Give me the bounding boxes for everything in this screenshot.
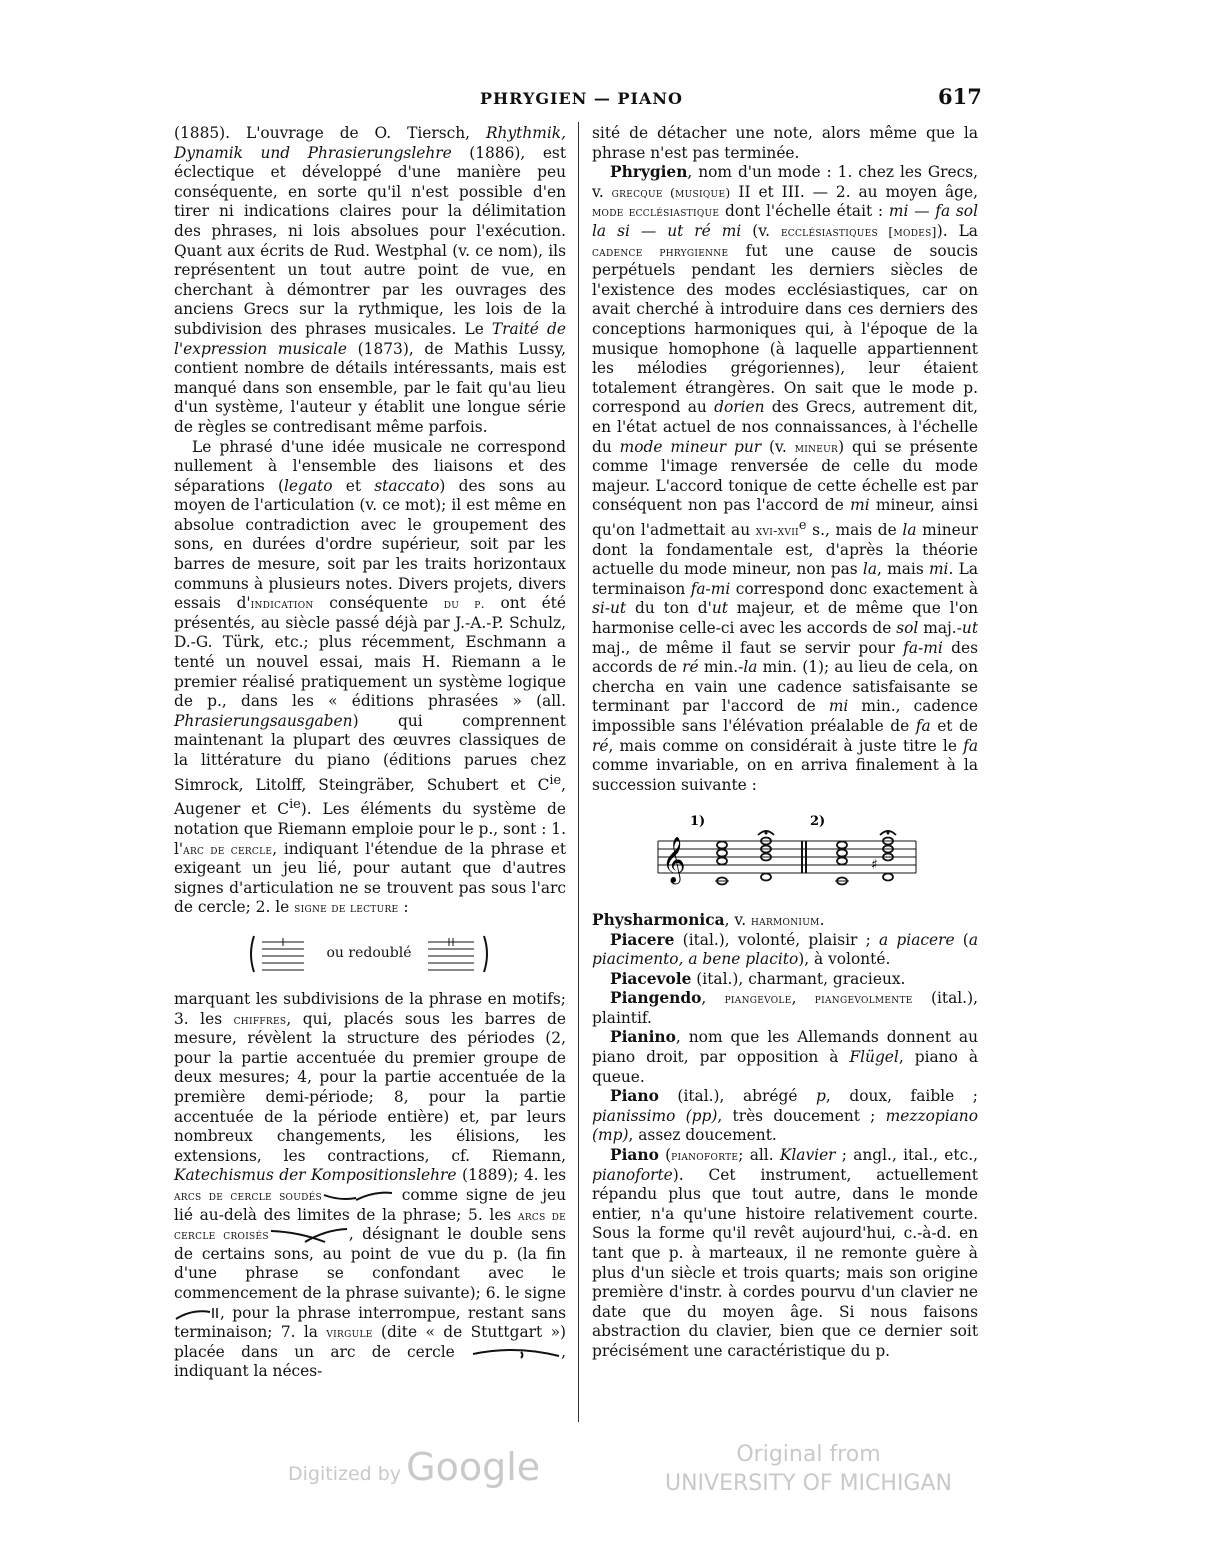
- running-head: PHRYGIEN — PIANO: [480, 89, 683, 108]
- entry-pianino: Pianino, nom que les Allemands donnent au piano droit, par opposition à Flügel, piano à queue.: [592, 1028, 979, 1086]
- entry-piacere: Piacere (ital.), volonté, plaisir ; a piacere (a piacimento, a bene placito), à volonté.: [592, 930, 978, 969]
- digitized-by-google-watermark: Digitized by Google: [288, 1445, 541, 1489]
- reading-sign-single-icon: [246, 932, 316, 976]
- paragraph-continuation: sité de détacher une note, alors même que la phrase n'est pas terminée.: [592, 124, 978, 162]
- entry-piangendo: Piangendo, piangevole, piangevolmente (ital.), plaintif.: [592, 989, 978, 1027]
- example-1-label: 1): [690, 814, 706, 830]
- welded-arcs-icon: [322, 1189, 394, 1203]
- page-number: 617: [938, 84, 982, 109]
- entry-piano-dynamic: Piano (ital.), abrégé p, doux, faible ; pianissimo (pp), très doucement ; mezzopiano (mp), assez doucement.: [592, 1087, 978, 1145]
- right-column: [592, 124, 978, 1362]
- sharp-sign-icon: ♯: [871, 857, 878, 874]
- music-staff: [652, 811, 922, 891]
- cadence-example-figure: [652, 811, 978, 897]
- entry-phrygien: Phrygien, nom d'un mode : 1. chez les Grecs, v. grecque (musique) II et III. — 2. au moyen âge, mode ecclésiastique dont l'échelle était : mi — fa sol la si — ut ré mi (v. ecclésiastiques [modes]). La cadence phrygienne fut une cause de soucis perpétuels pendant les derniers siècles de l'existence des modes ecclésiastiques, car on avait cherché à introduire dans ces derniers des conceptions harmoniques qui, à l'époque de la musique homophone (à laquelle appartiennent les mélodies grégoriennes), leur étaient totalement étrangères. On sait que le mode p. correspond au dorien des Grecs, autrement dit, en l'état actuel de nos connaissances, à l'échelle du mode mineur pur (v. mineur) qui se présente comme l'image renversée de celle du mode majeur. L'accord tonique de cette échelle est par conséquent non pas l'accord de mi mineur, ainsi qu'on l'admettait au xvi-xvii$^e$ s., mais de la mineur dont la fondamentale est, d'après la théorie actuelle du mode mineur, non pas la, mais mi. La terminaison fa-mi correspond donc exactement à si-ut du ton d'ut majeur, et de même que l'on harmonise celle-ci avec les accords de sol maj.-ut maj., de même il faut se servir pour fa-mi des accords de ré min.-la min. (1); au lieu de cela, on chercha en vain une cadence satisfaisante se terminant par l'accord de mi min., cadence impossible sans l'élévation préalable de fa et de ré, mais comme on considérait à juste titre le fa comme invariable, on en arriva finalement à la succession suivante :: [592, 163, 979, 794]
- entry-piano-instrument: Piano (pianoforte; all. Klavier ; angl., ital., etc., pianoforte). Cet instrument, actuellement répandu plus que tout autre, dans le monde entier, n'a qu'une histoire relativement courte. Sous la forme qu'il revêt aujourd'hui, c.-à-d. en tant que p. à marteaux, il ne remonte guère à plus d'un siècle et trois quarts; mais son origine première d'instr. à cordes pourvu d'un clavier ne date que du moyen âge. Si nous faisons abstraction du clavier, bien que ce dernier soit précisément une caractéristique du p.: [592, 1146, 978, 1360]
- entry-physharmonica: Physharmonica, v. harmonium.: [592, 910, 825, 929]
- entry-piacevole: Piacevole (ital.), charmant, gracieux.: [610, 969, 906, 988]
- paragraph-phrase: Le phrasé d'une idée musicale ne correspond nullement à l'ensemble des liaisons et des séparations (legato et staccato) des sons au moyen de l'articulation (v. ce mot); il est même en absolue contradiction avec le groupement des sons, en durées d'ordre supérieur, soit par les barres de mesure, soit par les traits horizontaux communs à plusieurs notes. Divers projets, divers essais d'indication conséquente du p. ont été présentés, au siècle passé déjà par J.-A.-P. Schulz, D.-G. Türk, etc.; plus récemment, Eschmann a tenté un nouvel essai, mais H. Riemann a le premier réalisé pratiquement un système logique de p., dans les « éditions phrasées » (all. Phrasierungsausgaben) qui comprennent maintenant la plupart des œuvres classiques de la littérature du piano (éditions parues chez Simrock, Litolff, Steingräber, Schubert et $C^{ie}$, Augener et $C^{ie}$). Les éléments du système de notation que Riemann emploie pour le p., sont : 1. l'arc de cercle, indiquant l'étendue de la phrase et exigeant un jeu lié, pour autant que d'autres signes d'articulation ne se trouvent pas sous l'arc de cercle; 2. le signe de lecture :: [174, 437, 566, 917]
- left-column: [174, 124, 566, 1382]
- interrupted-phrase-icon: [174, 1306, 220, 1322]
- treble-clef-icon: 𝄞: [662, 837, 686, 884]
- reading-sign-label: ou redoublé: [326, 945, 412, 962]
- original-from-watermark: Original from UNIVERSITY OF MICHIGAN: [665, 1442, 952, 1496]
- paragraph-signs: marquant les subdivisions de la phrase en motifs; 3. les chiffres, qui, placés sous les barres de mesure, révèlent la structure des périodes (2, pour la partie accentuée du premier groupe de deux mesures; 4, pour la partie accentuée de la première demi-période; 8, pour la partie accentuée de la période entière) et, par leurs nombreux changements, les élisions, les extensions, les contractions, cf. Riemann, Katechismus der Kompositionslehre (1889); 4. les arcs de cercle soudés comme signe de jeu lié au-delà des limites de la phrase; 5. les arcs de cercle croisés , désignant le double sens de certains sons, au point de vue du p. (la fin d'une phrase se confondant avec le commencement de la phrase suivante); 6. le signe , pour la phrase interrompue, restant sans terminaison; 7. la virgule (dite « de Stuttgart ») placée dans un arc de cercle , indiquant la néces-: [174, 990, 567, 1381]
- example-2-label: 2): [810, 814, 826, 830]
- reading-sign-double-icon: [422, 932, 494, 976]
- reading-sign-figure: [174, 932, 566, 976]
- paragraph-tiersch: (1885). L'ouvrage de O. Tiersch, Rhythmik, Dynamik und Phrasierungslehre (1886), est éclectique et développé d'une manière peu conséquente, en sorte qu'il n'est possible d'en tirer ni indications claires pour la délimitation des phrases, ni lois absolues pour l'exécution. Quant aux écrits de Rud. Westphal (v. ce nom), ils représentent un tout autre point de vue, en cherchant à démontrer par les ouvrages des anciens Grecs sur la rythmique, les lois de la subdivision des phrases musicales. Le Traité de l'expression musicale (1873), de Mathis Lussy, contient nombre de détails intéressants, mais est manqué dans son ensemble, par le fait qu'au lieu d'un système, l'auteur y établit une longue série de règles se contredisant même parfois.: [174, 124, 567, 436]
- stuttgart-comma-icon: [471, 1346, 561, 1360]
- column-rule: [578, 122, 579, 1422]
- crossed-arcs-icon: [269, 1226, 349, 1244]
